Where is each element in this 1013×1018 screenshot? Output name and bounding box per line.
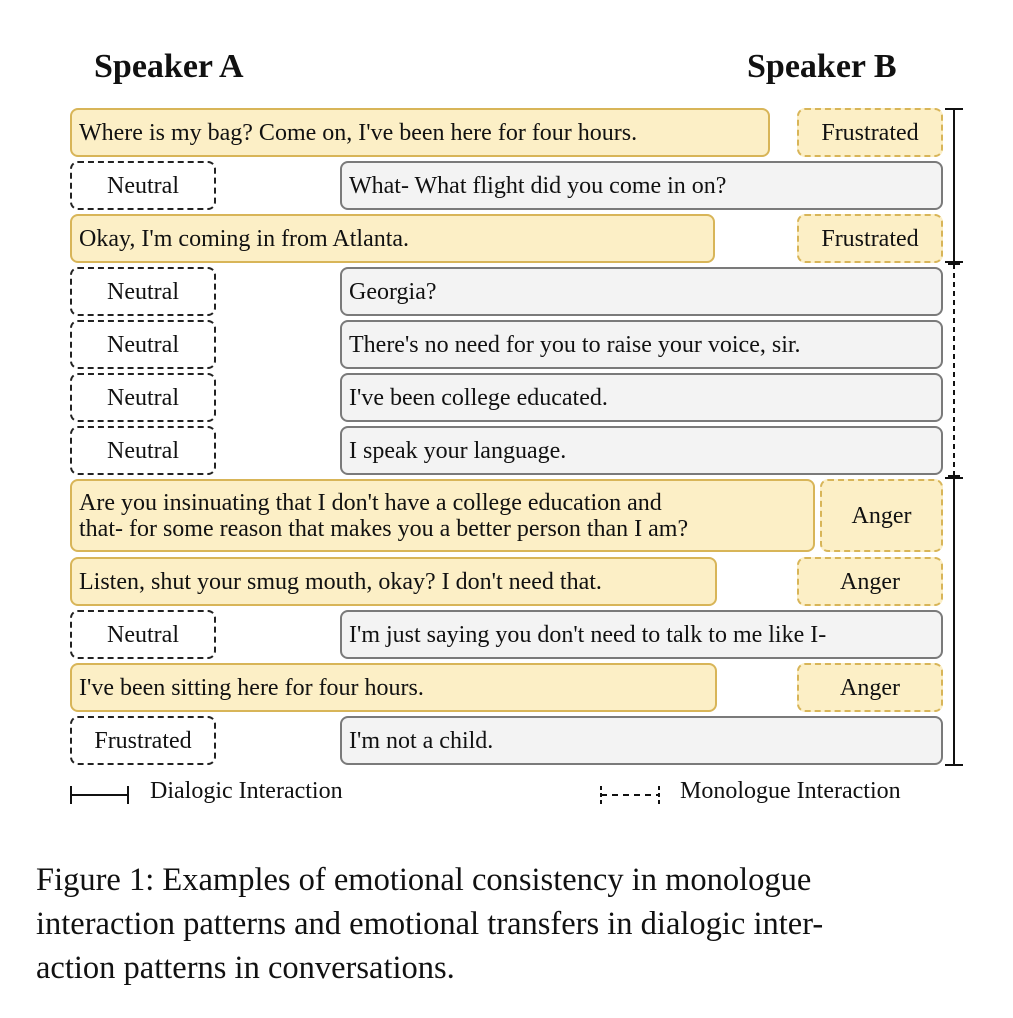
emotion-label: Neutral xyxy=(70,267,216,316)
speaker-b-title: Speaker B xyxy=(747,48,897,85)
emotion-label: Neutral xyxy=(70,161,216,210)
emotion-label: Anger xyxy=(820,479,943,552)
emotion-label: Frustrated xyxy=(797,214,943,263)
speaker-b-utterance: I've been college educated. xyxy=(340,373,943,422)
speaker-a-utterance: Listen, shut your smug mouth, okay? I don't need that. xyxy=(70,557,717,606)
emotion-label: Neutral xyxy=(70,426,216,475)
emotion-label: Neutral xyxy=(70,320,216,369)
caption-line: Figure 1: Examples of emotional consistency in monologue xyxy=(36,862,812,898)
utterance-line: Are you insinuating that I don't have a college education and xyxy=(79,489,662,516)
emotion-label: Neutral xyxy=(70,373,216,422)
caption-line: action patterns in conversations. xyxy=(36,950,455,986)
emotion-label: Frustrated xyxy=(70,716,216,765)
figure-caption xyxy=(36,858,986,990)
speaker-b-utterance: There's no need for you to raise your voice, sir. xyxy=(340,320,943,369)
speaker-a-utterance: I've been sitting here for four hours. xyxy=(70,663,717,712)
dialogic-bracket xyxy=(945,478,963,765)
speaker-b-utterance: I speak your language. xyxy=(340,426,943,475)
monologue-legend-label: Monologue Interaction xyxy=(680,778,901,804)
speaker-b-utterance: Georgia? xyxy=(340,267,943,316)
emotion-label: Neutral xyxy=(70,610,216,659)
speaker-b-utterance: I'm not a child. xyxy=(340,716,943,765)
emotion-label: Anger xyxy=(797,557,943,606)
emotion-label: Anger xyxy=(797,663,943,712)
dialogic-legend-symbol xyxy=(71,786,128,804)
speaker-a-title: Speaker A xyxy=(94,48,244,85)
utterance-line: that- for some reason that makes you a better person than I am? xyxy=(79,515,689,542)
speaker-b-utterance: I'm just saying you don't need to talk to me like I- xyxy=(340,610,943,659)
dialogic-legend-label: Dialogic Interaction xyxy=(150,778,343,804)
caption-line: interaction patterns and emotional transfers in dialogic inter- xyxy=(36,906,824,942)
emotion-label: Frustrated xyxy=(797,108,943,157)
dialogic-bracket xyxy=(945,109,963,262)
speaker-a-utterance: Okay, I'm coming in from Atlanta. xyxy=(70,214,715,263)
speaker-b-utterance: What- What flight did you come in on? xyxy=(340,161,943,210)
monologue-bracket xyxy=(948,264,960,476)
monologue-legend-symbol xyxy=(601,786,659,804)
speaker-a-utterance: Where is my bag? Come on, I've been here for four hours. xyxy=(70,108,770,157)
